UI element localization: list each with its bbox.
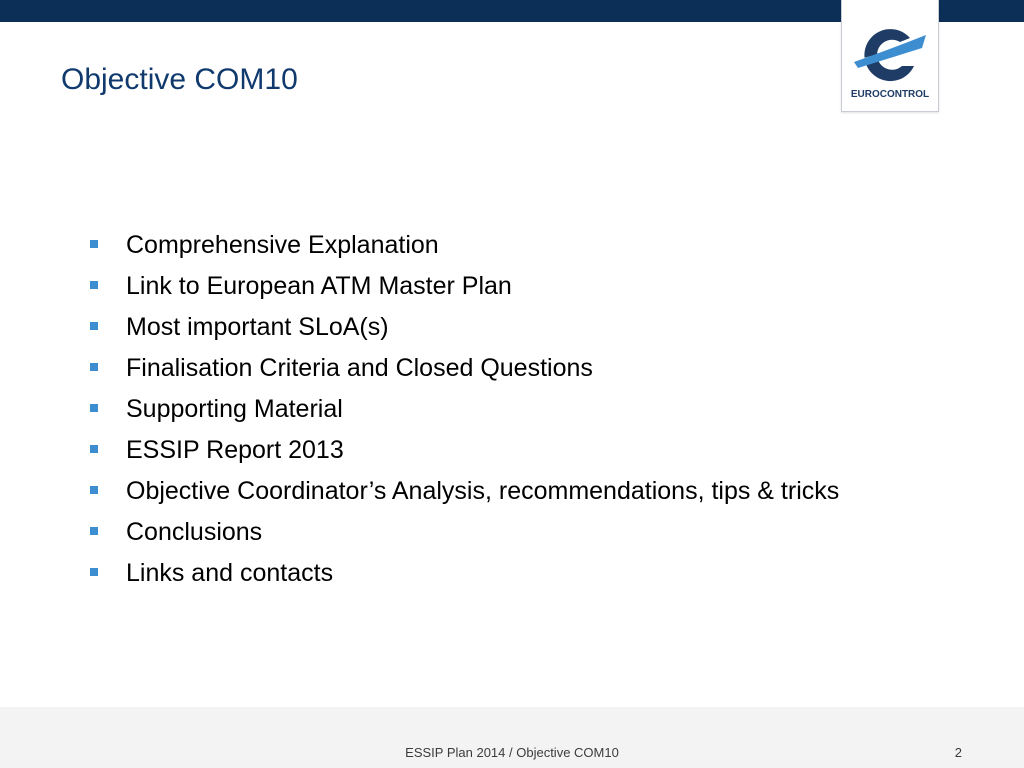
bullet-list [88,225,839,594]
bullet-text: ESSIP Report 2013 [126,436,344,464]
bullet-square-icon [90,404,98,412]
bullet-item [88,348,839,389]
bullet-text: Objective Coordinator’s Analysis, recommendations, tips & tricks [126,477,840,505]
bullet-square-icon [90,322,98,330]
eurocontrol-logo-icon [850,20,930,90]
bullet-text: Comprehensive Explanation [126,231,439,259]
page-number: 2 [954,745,962,760]
bullet-item [88,266,839,307]
bullet-square-icon [90,281,98,289]
bullet-item [88,553,839,594]
bullet-item [88,512,839,553]
bullet-text: Link to European ATM Master Plan [126,272,512,300]
bullet-square-icon [90,445,98,453]
bullet-square-icon [90,527,98,535]
bullet-item [88,430,839,471]
bullet-square-icon [90,568,98,576]
bullet-item [88,307,839,348]
bullet-text: Supporting Material [126,395,343,423]
bullet-square-icon [90,363,98,371]
footer-caption: ESSIP Plan 2014 / Objective COM10 [405,745,619,760]
slide-footer [0,707,1024,768]
bullet-square-icon [90,486,98,494]
logo-wordmark: EUROCONTROL [850,89,930,100]
slide-title: Objective COM10 [61,63,298,96]
bullet-text: Conclusions [126,518,263,546]
bullet-item [88,389,839,430]
bullet-square-icon [90,240,98,248]
logo-panel [841,0,939,112]
bullet-text: Most important SLoA(s) [126,313,389,341]
bullet-text: Links and contacts [126,559,334,587]
bullet-item [88,471,839,512]
bullet-text: Finalisation Criteria and Closed Questions [126,354,593,382]
bullet-item [88,225,839,266]
